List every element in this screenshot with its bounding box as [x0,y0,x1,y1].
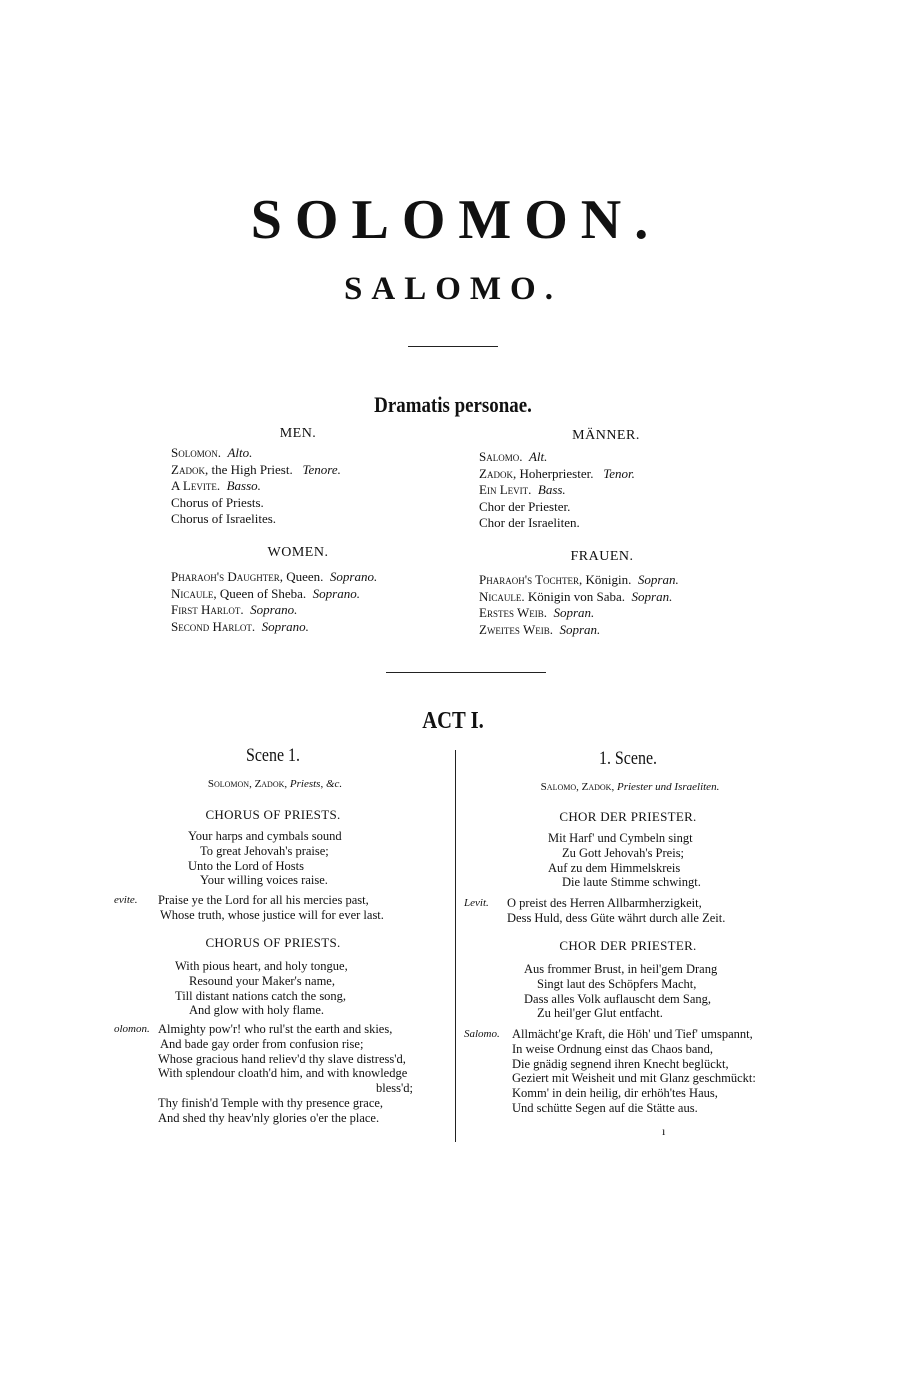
cast-entry: Zadok, Hoherpriester. Tenor. [479,465,635,481]
speaker-solomon-de: Salomo. [464,1028,500,1040]
scene-title-de: 1. Scene. [598,748,658,769]
chorus-heading-de-2: CHOR DER PRIESTER. [559,938,697,953]
footer-mark: ı [662,1124,666,1138]
cast-entry: Ein Levit. Bass. [479,482,566,498]
speaker-solomon-en: olomon. [114,1023,150,1035]
chorus-heading-en-2: CHORUS OF PRIESTS. [205,935,341,950]
scene-title-en: Scene 1. [245,745,301,766]
maenner-heading: MÄNNER. [572,428,640,443]
women-heading: WOMEN. [267,545,329,560]
women-cast-list [171,569,377,635]
solomon-verse-en: Almighty pow'r! who rul'st the earth and skies, And bade gay order from confusion rise; Whose gracious hand reliev'd thy slave distress'd, With splendour cloath'd him, and with knowledge bless'd; Thy finish'd Temple with thy presence grace, And shed thy heav'nly glories o'er the place. [158,1022,413,1125]
column-divider [455,750,456,1142]
act-heading: ACT I. [422,708,484,734]
cast-entry: Zweites Weib. Sopran. [479,621,601,637]
frauen-heading: FRAUEN. [570,549,634,564]
frauen-cast-list [479,572,679,638]
chorus-verse-en-1: Your harps and cymbals sound To great Jehovah's praise; Unto the Lord of Hosts Your willing voices raise. [188,829,342,888]
cast-entry: Nicaule. Königin von Saba. Sopran. [479,588,673,604]
levite-verse-en: Praise ye the Lord for all his mercies past, Whose truth, whose justice will for ever last. [158,893,384,922]
cast-entry: Pharaoh's Daughter, Queen. Soprano. [171,569,378,584]
chorus-verse-de-2: Aus frommer Brust, in heil'gem Drang Singt laut des Schöpfers Macht, Dass alles Volk auflauscht dem Sang, Zu heil'ger Glut entfacht. [524,962,718,1021]
dramatis-heading: Dramatis personae. [374,392,532,417]
cast-entry: Chorus of Israelites. [171,511,277,527]
cast-entry: Pharaoh's Tochter, Königin. Sopran. [479,572,679,587]
cast-entry: Chorus of Priests. [171,494,264,510]
solomon-verse-de: Allmächt'ge Kraft, die Höh' und Tief' umspannt, In weise Ordnung einst das Chaos band, Die gnädig segnend ihren Knecht beglückt, Geziert mit Weisheit und mit Glanz geschmückt: Komm' in dein heilig, dir erhöh'tes Haus, Und schütte Segen auf die Stätte aus. [512,1027,756,1115]
levite-verse-de: O preist des Herren Allbarmherzigkeit, Dess Huld, dess Güte währt durch alle Zeit. [507,896,726,925]
cast-entry: A Levite. Basso. [171,478,261,494]
cast-entry: Chor der Priester. [479,498,571,514]
title-rule [408,346,498,347]
scene-cast-en: Solomon, Zadok, Priests, &c. [207,778,343,790]
section-rule [386,672,546,673]
cast-entry: First Harlot. Soprano. [171,602,298,618]
chorus-heading-en-1: CHORUS OF PRIESTS. [205,807,341,822]
maenner-cast-list [479,449,635,532]
cast-entry: Salomo. Alt. [479,449,548,464]
men-cast-list [171,445,341,528]
speaker-levite-en: evite. [114,894,138,906]
page-subtitle: SALOMO. [344,271,562,307]
scene-cast-de: Salomo, Zadok, Priester und Israeliten. [540,781,720,793]
chorus-verse-en-2: With pious heart, and holy tongue, Resound your Maker's name, Till distant nations catch the song, And glow with holy flame. [175,959,348,1018]
page-title: SOLOMON. [250,189,662,251]
chorus-heading-de-1: CHOR DER PRIESTER. [559,809,697,824]
cast-entry: Zadok, the High Priest. Tenore. [171,461,341,477]
cast-entry: Solomon. Alto. [171,445,253,460]
speaker-levite-de: Levit. [464,897,489,909]
chorus-verse-de-1: Mit Harf' und Cymbeln singt Zu Gott Jehovah's Preis; Auf zu dem Himmelskreis Die laute Stimme schwingt. [548,831,701,890]
cast-entry: Erstes Weib. Sopran. [479,605,595,621]
cast-entry: Nicaule, Queen of Sheba. Soprano. [171,585,360,601]
cast-entry: Chor der Israeliten. [479,515,580,531]
men-heading: MEN. [279,426,317,441]
cast-entry: Second Harlot. Soprano. [171,618,309,634]
